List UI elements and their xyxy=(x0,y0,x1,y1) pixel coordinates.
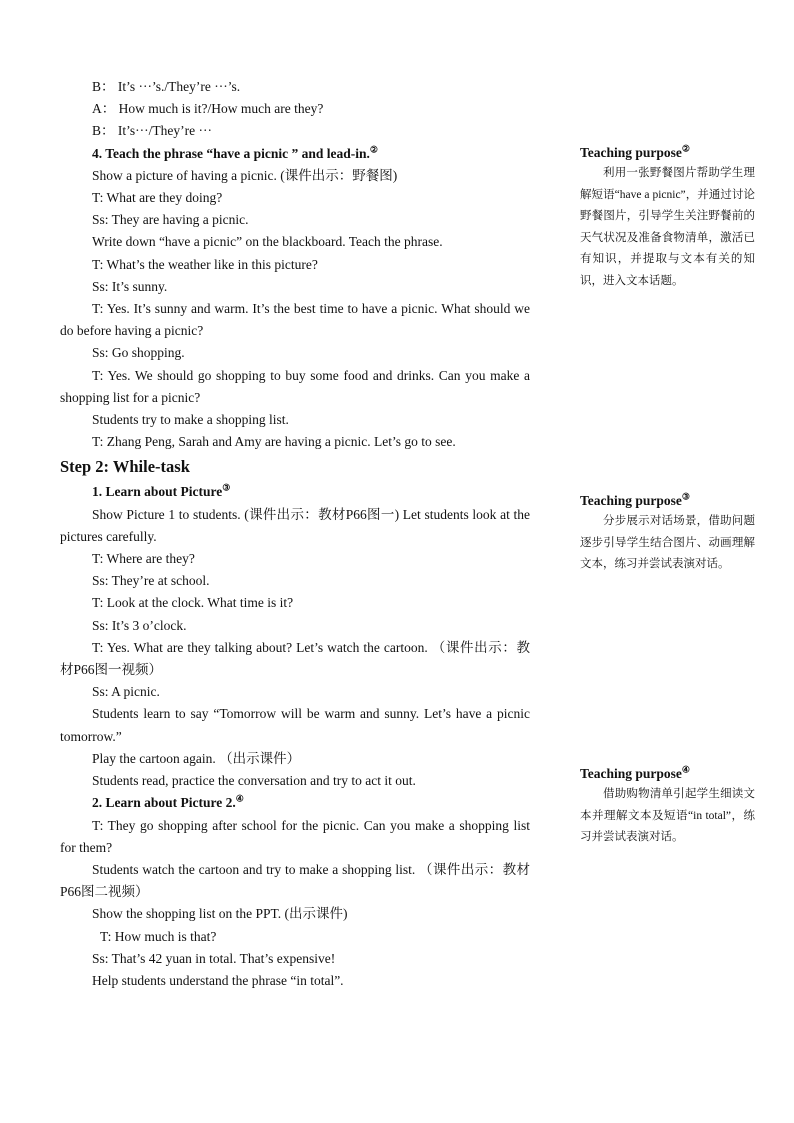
note-text: 利用一张野餐图片帮助学生理解短语“have a picnic”，并通过讨论野餐图片，引导学生关注野餐前的天气状况及准备食物清单，激活已有知识，并提取与文本有关的知识，进入文本话题。 xyxy=(580,167,755,287)
dialogue-line: A： How much is it?/How much are they? xyxy=(92,101,324,117)
dialogue-line: Ss: A picnic. xyxy=(92,684,160,700)
note-title xyxy=(580,143,755,163)
dialogue-paragraph: T: Yes. We should go shopping to buy some food and drinks. Can you make a shopping list for a picnic? xyxy=(60,367,530,405)
instruction-line: Write down “have a picnic” on the blackboard. Teach the phrase. xyxy=(92,234,443,250)
instruction-paragraph: Students watch the cartoon and try to make a shopping list. （课件出示：教材P66图二视频） xyxy=(60,861,530,900)
dialogue-line: T: Zhang Peng, Sarah and Amy are having a picnic. Let’s go to see. xyxy=(92,434,456,450)
section-heading xyxy=(60,481,530,503)
footnote-mark: ④ xyxy=(681,764,690,775)
dialogue-paragraph: T: They go shopping after school for the picnic. Can you make a shopping list for them? xyxy=(60,817,530,855)
footnote-mark: ④ xyxy=(235,793,244,804)
teaching-purpose-note-1 xyxy=(580,143,755,292)
dialogue-line: Ss: It’s 3 o’clock. xyxy=(92,617,187,633)
teaching-purpose-note-2 xyxy=(580,491,755,576)
dialogue-line: Ss: That’s 42 yuan in total. That’s expensive! xyxy=(92,950,336,966)
note-text: 分步展示对话场景，借助问题逐步引导学生结合图片、动画理解文本，练习并尝试表演对话。 xyxy=(580,515,755,570)
section-heading xyxy=(60,792,530,814)
step-heading: Step 2: While-task xyxy=(60,457,190,477)
dialogue-paragraph: T: Yes. It’s sunny and warm. It’s the best time to have a picnic. What should we do before having a picnic? xyxy=(60,301,530,339)
instruction-line: Students read, practice the conversation and try to act it out. xyxy=(92,773,416,789)
instruction-line: Show a picture of having a picnic. (课件出示：野餐图) xyxy=(92,167,398,183)
instruction-line: Students try to make a shopping list. xyxy=(92,412,289,428)
instruction-paragraph: Show Picture 1 to students. (课件出示：教材P66图一) Let students look at the pictures carefully. xyxy=(60,506,530,544)
instruction-line: Play the cartoon again. （出示课件） xyxy=(92,750,301,766)
note-title xyxy=(580,764,755,784)
instruction-line: Show the shopping list on the PPT. (出示课件) xyxy=(92,906,348,922)
note-text: 借助购物清单引起学生细读文本并理解文本及短语“in total”，练习并尝试表演对话。 xyxy=(580,788,755,843)
footnote-mark: ③ xyxy=(681,491,690,502)
dialogue-line: B： It’s···/They’re ··· xyxy=(92,123,212,139)
footnote-mark: ② xyxy=(369,144,378,155)
dialogue-line: Ss: It’s sunny. xyxy=(92,278,168,294)
instruction-paragraph: Students learn to say “Tomorrow will be warm and sunny. Let’s have a picnic tomorrow.” xyxy=(60,706,530,744)
section-heading-text: 4. Teach the phrase “have a picnic ” and lead-in. xyxy=(92,145,370,161)
footnote-mark: ② xyxy=(681,143,690,154)
dialogue-line: B： It’s ···’s./They’re ···’s. xyxy=(92,79,241,94)
dialogue-line: Ss: They are having a picnic. xyxy=(92,212,249,228)
section-heading-text: 1. Learn about Picture xyxy=(92,484,223,500)
instruction-line: Help students understand the phrase “in total”. xyxy=(92,972,344,988)
teaching-purpose-note-3 xyxy=(580,764,755,849)
dialogue-line: T: What’s the weather like in this picture? xyxy=(92,256,318,272)
section-heading-text: 2. Learn about Picture 2. xyxy=(92,795,236,811)
note-title xyxy=(580,491,755,511)
dialogue-paragraph: T: Yes. What are they talking about? Let’s watch the cartoon. （课件出示：教材P66图一视频） xyxy=(60,639,530,678)
lesson-plan-body xyxy=(60,76,530,992)
dialogue-line: Ss: Go shopping. xyxy=(92,345,185,361)
dialogue-line: T: Where are they? xyxy=(92,551,195,567)
footnote-mark: ③ xyxy=(222,482,231,493)
dialogue-line: Ss: They’re at school. xyxy=(92,573,210,589)
note-title-text: Teaching purpose xyxy=(580,145,682,160)
section-heading xyxy=(60,143,530,165)
dialogue-line: T: What are they doing? xyxy=(92,190,223,206)
note-title-text: Teaching purpose xyxy=(580,766,682,781)
dialogue-line: T: Look at the clock. What time is it? xyxy=(92,595,294,611)
note-title-text: Teaching purpose xyxy=(580,493,682,508)
dialogue-line: T: How much is that? xyxy=(100,928,217,944)
